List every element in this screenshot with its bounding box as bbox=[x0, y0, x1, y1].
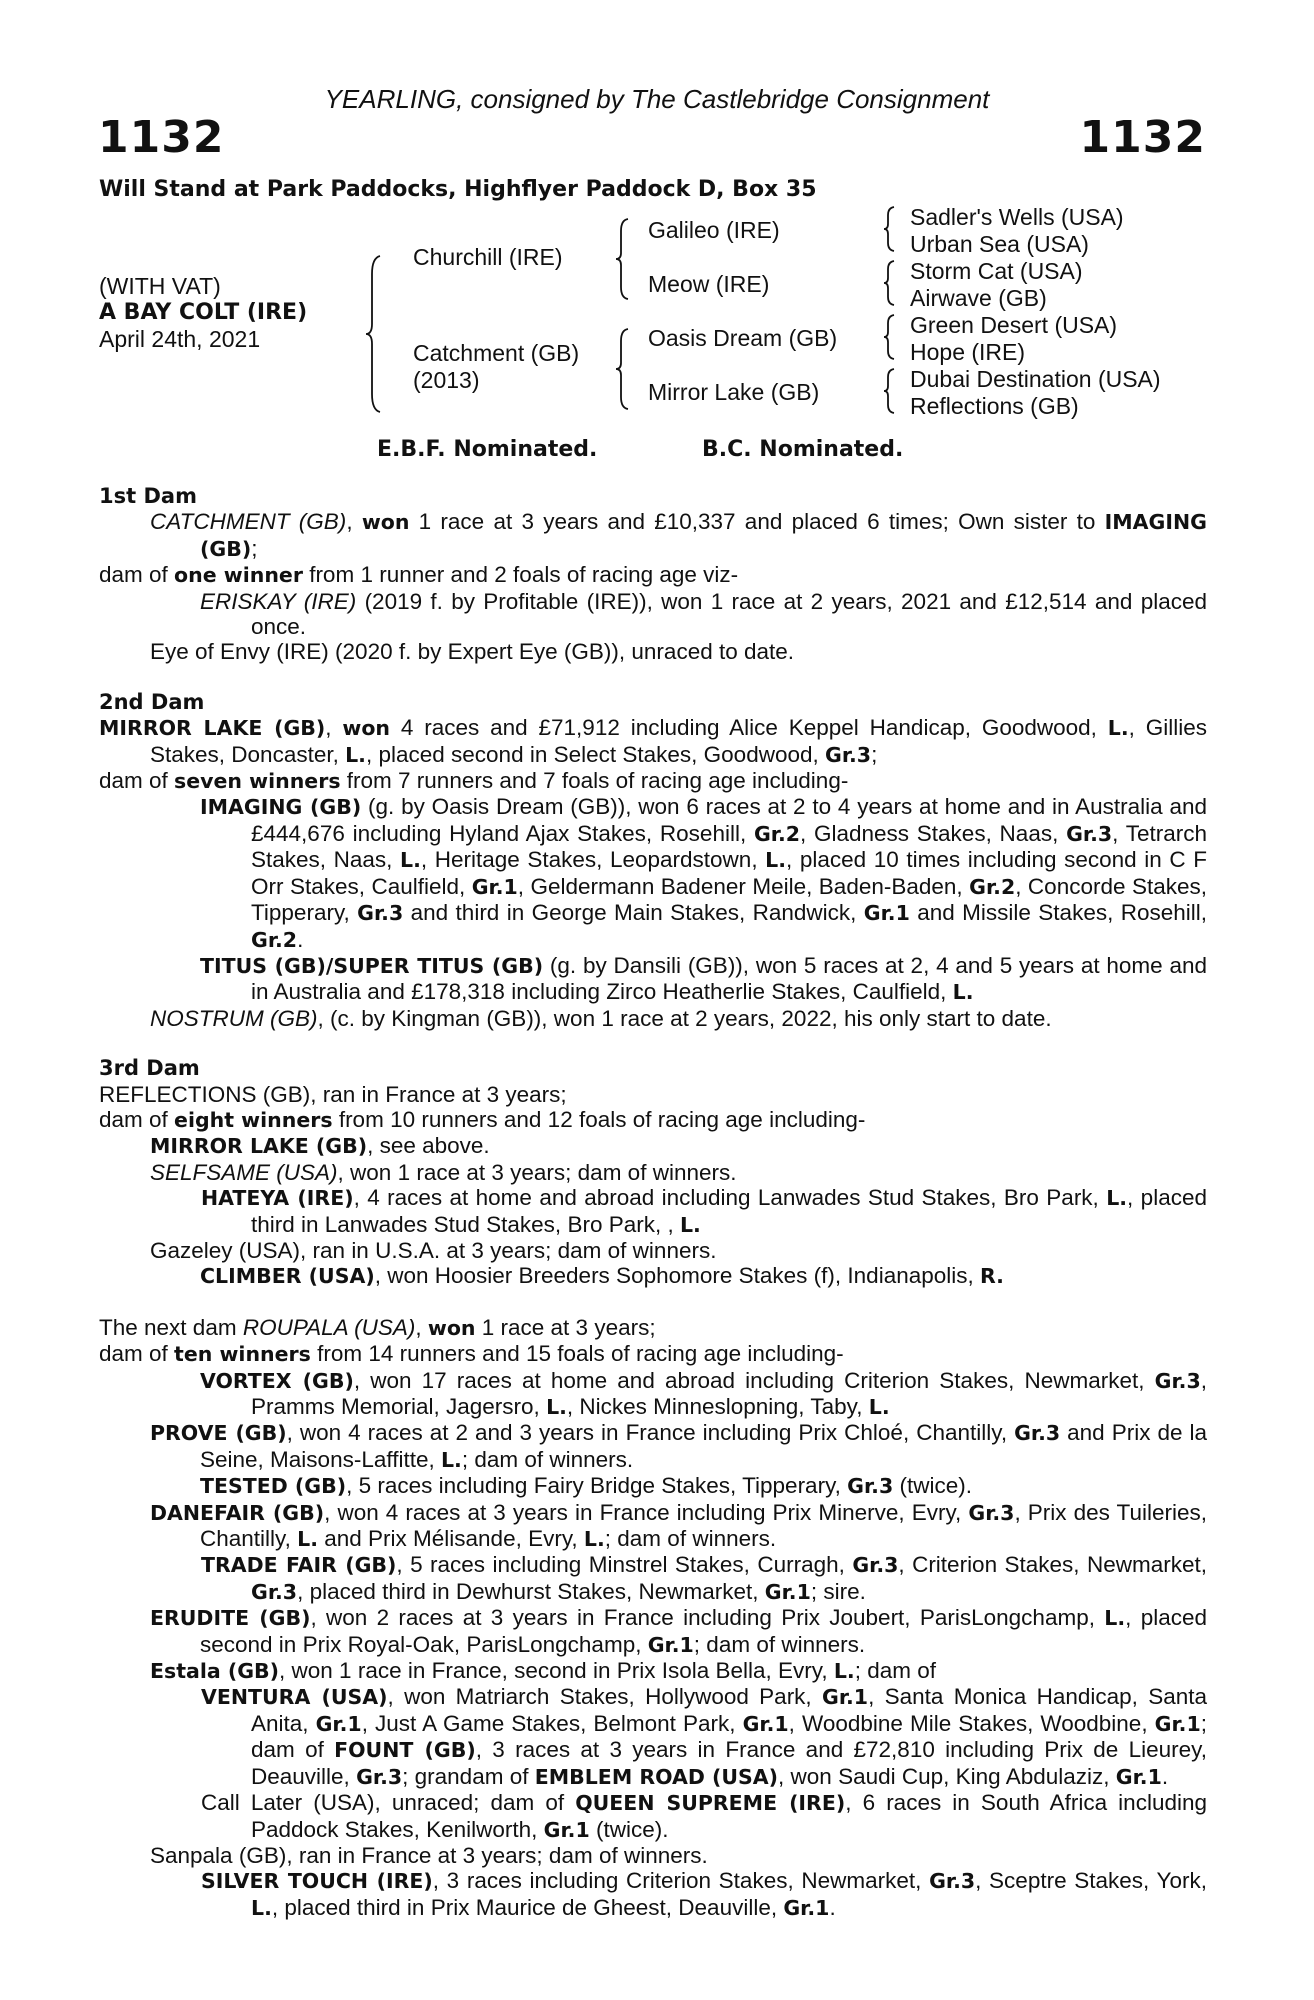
produce-estala: Estala (GB), won 1 race in France, second in Prix Isola Bella, Evry, L.; dam of bbox=[150, 1658, 937, 1684]
dam-year: (2013) bbox=[413, 367, 480, 393]
lot-number-right: 1132 bbox=[1079, 112, 1206, 163]
produce-sanpala: Sanpala (GB), ran in France at 3 years; dam of winners. bbox=[150, 1842, 708, 1868]
produce-prove: PROVE (GB), won 4 races at 2 and 3 years in France including Prix Chloé, Chantilly, Gr.3 and Prix de la Seine, Maisons-Laffitte, L.; dam of winners. bbox=[150, 1420, 1207, 1472]
produce-silver-touch: SILVER TOUCH (IRE), 3 races including Criterion Stakes, Newmarket, Gr.3, Sceptre Stakes, York, L., placed third in Prix Maurice de Gheest, Deauville, Gr.1. bbox=[201, 1868, 1207, 1920]
produce-titus: TITUS (GB)/SUPER TITUS (GB) (g. by Dansili (GB)), won 5 races at 2, 4 and 5 years at home and in Australia and £178,318 including Zirco Heatherlie Stakes, Caulfield, L. bbox=[200, 952, 1208, 1005]
produce-erudite: ERUDITE (GB), won 2 races at 3 years in France including Prix Joubert, ParisLongchamp, L., placed second in Prix Royal-Oak, ParisLongchamp, Gr.1; dam of winners. bbox=[150, 1605, 1207, 1657]
fourth-dam-record: The next dam ROUPALA (USA), won 1 race at 3 years; bbox=[99, 1314, 656, 1340]
second-dam-produce-summary: dam of seven winners from 7 runners and 7 foals of racing age including- bbox=[99, 768, 849, 794]
grandparent-6: Hope (IRE) bbox=[910, 339, 1026, 365]
produce-record bbox=[99, 484, 1207, 1921]
horse-name: A BAY COLT (IRE) bbox=[99, 300, 308, 325]
sire-sire: Galileo (IRE) bbox=[648, 217, 780, 243]
sire: Churchill (IRE) bbox=[413, 244, 563, 270]
foaling-date: April 24th, 2021 bbox=[99, 326, 261, 352]
gg-brace-3 bbox=[884, 313, 898, 361]
fourth-dam-section bbox=[99, 1315, 1207, 1921]
gg-brace-4 bbox=[884, 367, 898, 415]
produce-gazeley: Gazeley (USA), ran in U.S.A. at 3 years; dam of winners. bbox=[150, 1237, 717, 1263]
third-dam-record: REFLECTIONS (GB), ran in France at 3 years; bbox=[99, 1081, 567, 1107]
second-dam-heading: 2nd Dam bbox=[99, 689, 205, 714]
first-dam-section bbox=[99, 484, 1207, 665]
produce-nostrum: NOSTRUM (GB), (c. by Kingman (GB)), won 1 race at 2 years, 2022, his only start to date. bbox=[150, 1005, 1052, 1031]
gg-brace-2 bbox=[884, 259, 898, 307]
gg-brace-1 bbox=[884, 205, 898, 253]
third-dam-section bbox=[99, 1056, 1207, 1290]
produce-eye-of-envy: Eye of Envy (IRE) (2020 f. by Expert Eye (GB)), unraced to date. bbox=[150, 639, 795, 665]
produce-eriskay: ERISKAY (IRE) (2019 f. by Profitable (IRE)), won 1 race at 2 years, 2021 and £12,514 and placed once. bbox=[200, 588, 1207, 640]
vat-note: (WITH VAT) bbox=[99, 273, 221, 299]
grandparent-8: Reflections (GB) bbox=[910, 393, 1079, 419]
second-dam-section bbox=[99, 690, 1207, 1031]
grandparent-2: Urban Sea (USA) bbox=[910, 231, 1089, 257]
produce-trade-fair: TRADE FAIR (GB), 5 races including Minstrel Stakes, Curragh, Gr.3, Criterion Stakes, Newmarket, Gr.3, placed third in Dewhurst Stakes, Newmarket, Gr.1; sire. bbox=[201, 1552, 1207, 1604]
sire-brace bbox=[616, 217, 632, 301]
grandparent-7: Dubai Destination (USA) bbox=[910, 366, 1161, 392]
produce-climber: CLIMBER (USA), won Hoosier Breeders Sophomore Stakes (f), Indianapolis, R. bbox=[200, 1263, 1004, 1289]
second-dam-record: MIRROR LAKE (GB), won 4 races and £71,912 including Alice Keppel Handicap, Goodwood, L., Gillies Stakes, Doncaster, L., placed second in Select Stakes, Goodwood, Gr.3; bbox=[99, 715, 1207, 767]
grandparent-4: Airwave (GB) bbox=[910, 285, 1047, 311]
lot-number-left: 1132 bbox=[98, 112, 225, 163]
third-dam-heading: 3rd Dam bbox=[99, 1056, 200, 1081]
first-dam-heading: 1st Dam bbox=[99, 484, 197, 508]
grandparent-5: Green Desert (USA) bbox=[910, 312, 1118, 338]
stand-location: Will Stand at Park Paddocks, Highflyer Paddock D, Box 35 bbox=[99, 177, 817, 202]
produce-tested: TESTED (GB), 5 races including Fairy Bridge Stakes, Tipperary, Gr.3 (twice). bbox=[200, 1473, 972, 1499]
consignment-line: YEARLING, consigned by The Castlebridge Consignment bbox=[324, 84, 990, 114]
pedigree-brace bbox=[366, 254, 386, 414]
produce-danefair: DANEFAIR (GB), won 4 races at 3 years in France including Prix Minerve, Evry, Gr.3, Prix des Tuileries, Chantilly, L. and Prix Mélisande, Evry, L.; dam of winners. bbox=[150, 1499, 1207, 1552]
ebf-nomination: E.B.F. Nominated. bbox=[377, 437, 598, 462]
produce-selfsame: SELFSAME (USA), won 1 race at 3 years; dam of winners. bbox=[150, 1159, 737, 1185]
produce-imaging: IMAGING (GB) (g. by Oasis Dream (GB)), won 6 races at 2 to 4 years at home and in Australia and £444,676 including Hyland Ajax Stakes, Rosehill, Gr.2, Gladness Stakes, Naas, Gr.3, Tetrarch Stakes, Naas, L., Heritage Stakes, Leopardstown, L., placed 10 times including second in C F Orr Stakes, Caulfield, Gr.1, Geldermann Badener Meile, Baden-Baden, Gr.2, Concorde Stakes, Tipperary, Gr.3 and third in George Main Stakes, Randwick, Gr.1 and Missile Stakes, Rosehill, Gr.2. bbox=[200, 794, 1208, 952]
produce-ventura: VENTURA (USA), won Matriarch Stakes, Hollywood Park, Gr.1, Santa Monica Handicap, Santa Anita, Gr.1, Just A Game Stakes, Belmont Park, Gr.1, Woodbine Mile Stakes, Woodbine, Gr.1; dam of FOUNT (GB), 3 races at 3 years in France and £72,810 including Prix de Lieurey, Deauville, Gr.3; grandam of EMBLEM ROAD (USA), won Saudi Cup, King Abdulaziz, Gr.1. bbox=[201, 1684, 1207, 1789]
grandparent-1: Sadler's Wells (USA) bbox=[910, 204, 1124, 230]
bc-nomination: B.C. Nominated. bbox=[702, 437, 904, 462]
produce-hateya: HATEYA (IRE), 4 races at home and abroad including Lanwades Stud Stakes, Bro Park, L., placed third in Lanwades Stud Stakes, Bro Park, , L. bbox=[201, 1185, 1207, 1237]
dam: Catchment (GB) bbox=[413, 340, 580, 366]
grandparent-3: Storm Cat (USA) bbox=[910, 258, 1083, 284]
third-dam-produce-summary: dam of eight winners from 10 runners and 12 foals of racing age including- bbox=[99, 1106, 866, 1132]
sire-dam: Meow (IRE) bbox=[648, 271, 770, 297]
dam-dam: Mirror Lake (GB) bbox=[648, 379, 820, 405]
dam-brace bbox=[616, 327, 632, 411]
produce-mirror-lake: MIRROR LAKE (GB), see above. bbox=[150, 1133, 490, 1159]
dam-sire: Oasis Dream (GB) bbox=[648, 325, 838, 351]
fourth-dam-produce-summary: dam of ten winners from 14 runners and 15 foals of racing age including- bbox=[99, 1341, 844, 1367]
produce-call-later: Call Later (USA), unraced; dam of QUEEN SUPREME (IRE), 6 races in South Africa including Paddock Stakes, Kenilworth, Gr.1 (twice). bbox=[201, 1790, 1207, 1842]
produce-vortex: VORTEX (GB), won 17 races at home and abroad including Criterion Stakes, Newmarket, Gr.3, Pramms Memorial, Jagersro, L., Nickes Minneslopning, Taby, L. bbox=[200, 1367, 1207, 1419]
first-dam-produce-summary: dam of one winner from 1 runner and 2 foals of racing age viz- bbox=[99, 562, 739, 588]
first-dam-record: CATCHMENT (GB), won 1 race at 3 years and £10,337 and placed 6 times; Own sister to IMAGING (GB); bbox=[150, 509, 1207, 561]
